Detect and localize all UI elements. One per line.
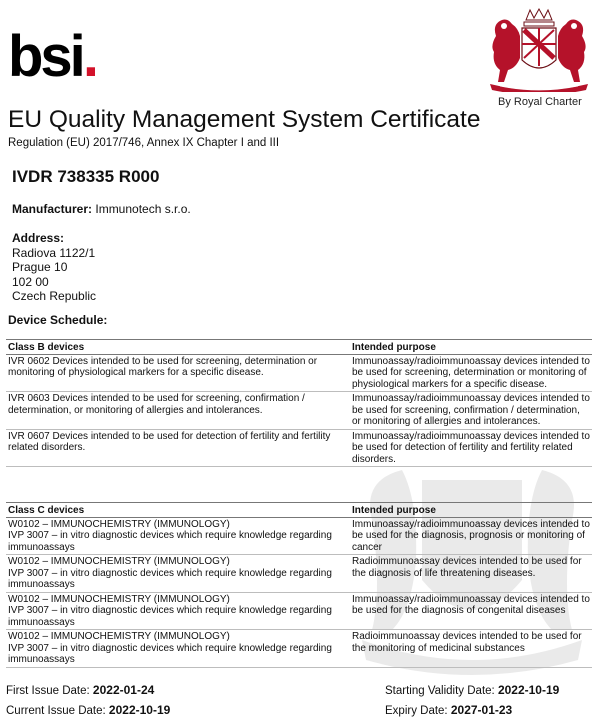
table-row <box>6 517 592 555</box>
address-line: Czech Republic <box>12 289 97 303</box>
device-schedule-title: Device Schedule: <box>8 313 108 327</box>
logo-text: bsi <box>8 24 83 89</box>
class-c-table <box>6 502 592 668</box>
starting-validity-label: Starting Validity Date: <box>385 685 495 697</box>
device-description: IVP 3007 – in vitro diagnostic devices which require knowledge regarding immunoassays <box>8 605 332 628</box>
expiry-value: 2027-01-23 <box>450 703 513 717</box>
royal-crest-icon <box>486 6 592 92</box>
device-code: W0102 – IMMUNOCHEMISTRY (IMMUNOLOGY) <box>8 593 230 605</box>
device-code: W0102 – IMMUNOCHEMISTRY (IMMUNOLOGY) <box>8 631 230 642</box>
device-cell: IVR 0602 Devices intended to be used for screening, determination or monitoring of physiological markers for a specific disease. <box>6 354 350 392</box>
regulation-text: Regulation (EU) 2017/746, Annex IX Chapter I and III <box>8 137 280 149</box>
first-issue-value: 2022-01-24 <box>92 683 155 697</box>
expiry-label: Expiry Date: <box>385 705 448 717</box>
table-row <box>6 392 592 430</box>
intended-purpose-header: Intended purpose <box>350 503 592 518</box>
logo-dot: . <box>82 24 96 89</box>
certificate-title: EU Quality Management System Certificate <box>8 106 481 133</box>
table-row <box>6 555 592 593</box>
device-description: IVP 3007 – in vitro diagnostic devices which require knowledge regarding immunoassays <box>8 567 332 590</box>
current-issue-label: Current Issue Date: <box>6 705 106 717</box>
starting-validity-value: 2022-10-19 <box>497 683 560 697</box>
purpose-cell: Immunoassay/radioimmunoassay devices intended to be used for screening, confirmation / determination, or monitoring of allergies and intolerances. <box>350 392 592 430</box>
manufacturer-line <box>12 202 191 216</box>
purpose-cell: Immunoassay/radioimmunoassay devices intended to be used for the diagnosis of congenital diseases <box>350 592 592 630</box>
current-issue-value: 2022-10-19 <box>108 703 171 717</box>
certificate-number: IVDR 738335 R000 <box>12 167 160 186</box>
table-header-row <box>6 503 592 518</box>
purpose-cell: Immunoassay/radioimmunoassay devices intended to be used for detection of fertility and fertility related disorders. <box>350 429 592 467</box>
royal-charter-text: By Royal Charter <box>498 96 582 108</box>
address-line: Prague 10 <box>12 260 68 274</box>
purpose-cell: Immunoassay/radioimmunoassay devices intended to be used for screening, determination or monitoring of physiological markers for a specific disease. <box>350 354 592 392</box>
bsi-logo <box>8 24 96 89</box>
purpose-cell: Radioimmunoassay devices intended to be used for the diagnosis of life threatening diseases. <box>350 555 592 593</box>
intended-purpose-header: Intended purpose <box>350 340 592 355</box>
expiry-date <box>385 703 512 717</box>
class-b-header: Class B devices <box>6 340 350 355</box>
current-issue-date <box>6 703 170 717</box>
address-label: Address: <box>12 231 65 245</box>
class-b-table <box>6 339 592 467</box>
device-description: IVP 3007 – in vitro diagnostic devices which require knowledge regarding immunoassays <box>8 642 332 665</box>
device-cell <box>6 592 350 630</box>
manufacturer-label: Manufacturer: <box>12 202 93 216</box>
table-row <box>6 630 592 668</box>
device-cell: IVR 0603 Devices intended to be used for screening, confirmation / determination, or monitoring of allergies and intolerances. <box>6 392 350 430</box>
table-header-row <box>6 340 592 355</box>
device-description: IVP 3007 – in vitro diagnostic devices which require knowledge regarding immunoassays <box>8 530 332 553</box>
manufacturer-name: Immunotech s.r.o. <box>95 202 191 216</box>
table-row <box>6 592 592 630</box>
device-cell <box>6 517 350 555</box>
address-line: 102 00 <box>12 274 49 289</box>
device-code: W0102 – IMMUNOCHEMISTRY (IMMUNOLOGY) <box>8 518 230 530</box>
address-block <box>12 231 96 304</box>
purpose-cell: Immunoassay/radioimmunoassay devices intended to be used for the diagnosis, prognosis or monitoring of cancer <box>350 517 592 555</box>
device-code: W0102 – IMMUNOCHEMISTRY (IMMUNOLOGY) <box>8 556 230 567</box>
table-row <box>6 354 592 392</box>
purpose-cell: Radioimmunoassay devices intended to be used for the monitoring of medicinal substances <box>350 630 592 668</box>
table-row <box>6 429 592 467</box>
address-line: Radiova 1122/1 <box>12 245 96 260</box>
device-cell <box>6 630 350 668</box>
first-issue-label: First Issue Date: <box>6 685 90 697</box>
device-cell: IVR 0607 Devices intended to be used for detection of fertility and fertility related disorders. <box>6 429 350 467</box>
starting-validity-date <box>385 683 559 697</box>
class-c-header: Class C devices <box>6 503 350 518</box>
device-cell <box>6 555 350 593</box>
first-issue-date <box>6 683 154 697</box>
